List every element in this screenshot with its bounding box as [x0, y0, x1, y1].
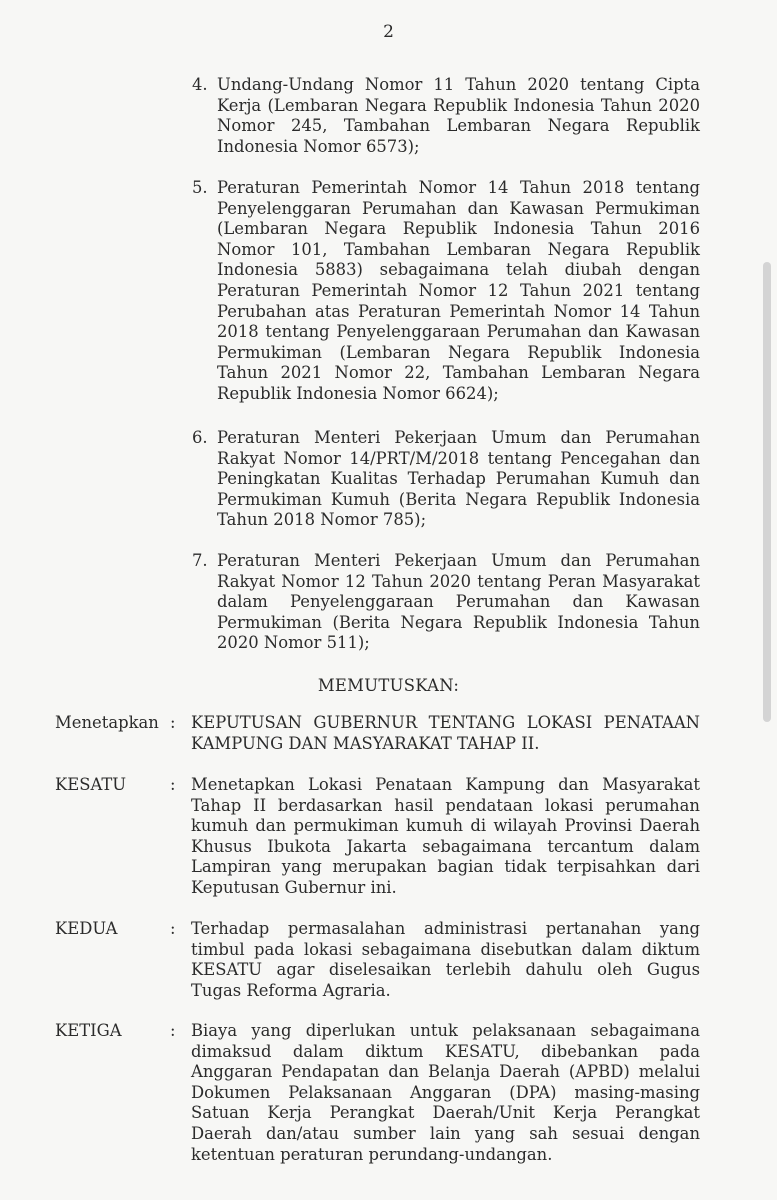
- dictum-kesatu: [55, 775, 700, 899]
- dictum-text: Menetapkan Lokasi Penataan Kampung dan Masyarakat Tahap II berdasarkan hasil pendataan lokasi perumahan kumuh dan permukiman kumuh di wilayah Provinsi Daerah Khusus Ibukota Jakarta sebagaimana tercantum dalam Lampiran yang merupakan bagian tidak terpisahkan dari Keputusan Gubernur ini.: [191, 775, 700, 897]
- decision-heading: MEMUTUSKAN:: [317, 676, 460, 695]
- dictum-label: KETIGA: [55, 1021, 122, 1040]
- item-text: Peraturan Menteri Pekerjaan Umum dan Perumahan Rakyat Nomor 14/PRT/M/2018 tentang Pencegahan dan Peningkatan Kualitas Terhadap Perumahan Kumuh dan Permukiman Kumuh (Berita Negara Republik Indonesia Tahun 2018 Nomor 785);: [217, 428, 700, 530]
- dictum-colon: :: [170, 713, 176, 732]
- consideration-item: [192, 551, 700, 654]
- dictum-label: KEDUA: [55, 919, 118, 938]
- dictum-colon: :: [170, 775, 176, 794]
- consideration-item: [192, 178, 700, 405]
- dictum-label: Menetapkan: [55, 713, 159, 732]
- dictum-text: Biaya yang diperlukan untuk pelaksanaan sebagaimana dimaksud dalam diktum KESATU, dibebankan pada Anggaran Pendapatan dan Belanja Daerah (APBD) melalui Dokumen Pelaksanaan Anggaran (DPA) masing-masing Satuan Kerja Perangkat Daerah/Unit Kerja Perangkat Daerah dan/atau sumber lain yang sah sesuai dengan ketentuan peraturan perundang-undangan.: [191, 1021, 700, 1164]
- consideration-item: [192, 75, 700, 157]
- page-number: 2: [383, 22, 394, 42]
- dictum-colon: :: [170, 919, 176, 938]
- item-text: Undang-Undang Nomor 11 Tahun 2020 tentang Cipta Kerja (Lembaran Negara Republik Indonesia Tahun 2020 Nomor 245, Tambahan Lembaran Negara Republik Indonesia Nomor 6573);: [217, 75, 700, 156]
- dictum-label: KESATU: [55, 775, 127, 794]
- item-number: 4.: [192, 75, 208, 94]
- dictum-kedua: [55, 919, 700, 1001]
- item-text: Peraturan Pemerintah Nomor 14 Tahun 2018 tentang Penyelenggaran Perumahan dan Kawasan Permukiman (Lembaran Negara Republik Indonesia Tahun 2016 Nomor 101, Tambahan Lembaran Negara Republik Indonesia 5883) sebagaimana telah diubah dengan Peraturan Pemerintah Nomor 12 Tahun 2021 tentang Perubahan atas Peraturan Pemerintah Nomor 14 Tahun 2018 tentang Penyelenggaraan Perumahan dan Kawasan Permukiman (Lembaran Negara Republik Indonesia Tahun 2021 Nomor 22, Tambahan Lembaran Negara Republik Indonesia Nomor 6624);: [217, 178, 700, 403]
- dictum-text: Terhadap permasalahan administrasi pertanahan yang timbul pada lokasi sebagaimana disebutkan dalam diktum KESATU agar diselesaikan terlebih dahulu oleh Gugus Tugas Reforma Agraria.: [191, 919, 700, 1000]
- item-number: 7.: [192, 551, 208, 570]
- dictum-text: KEPUTUSAN GUBERNUR TENTANG LOKASI PENATAAN KAMPUNG DAN MASYARAKAT TAHAP II.: [191, 713, 700, 753]
- dictum-colon: :: [170, 1021, 176, 1040]
- dictum-menetapkan: [55, 713, 700, 754]
- consideration-item: [192, 428, 700, 531]
- item-number: 5.: [192, 178, 208, 197]
- item-number: 6.: [192, 428, 208, 447]
- item-text: Peraturan Menteri Pekerjaan Umum dan Perumahan Rakyat Nomor 12 Tahun 2020 tentang Peran Masyarakat dalam Penyelenggaraan Perumahan dan Kawasan Permukiman (Berita Negara Republik Indonesia Tahun 2020 Nomor 511);: [217, 551, 700, 653]
- scrollbar[interactable]: [763, 262, 771, 722]
- dictum-ketiga: [55, 1021, 700, 1165]
